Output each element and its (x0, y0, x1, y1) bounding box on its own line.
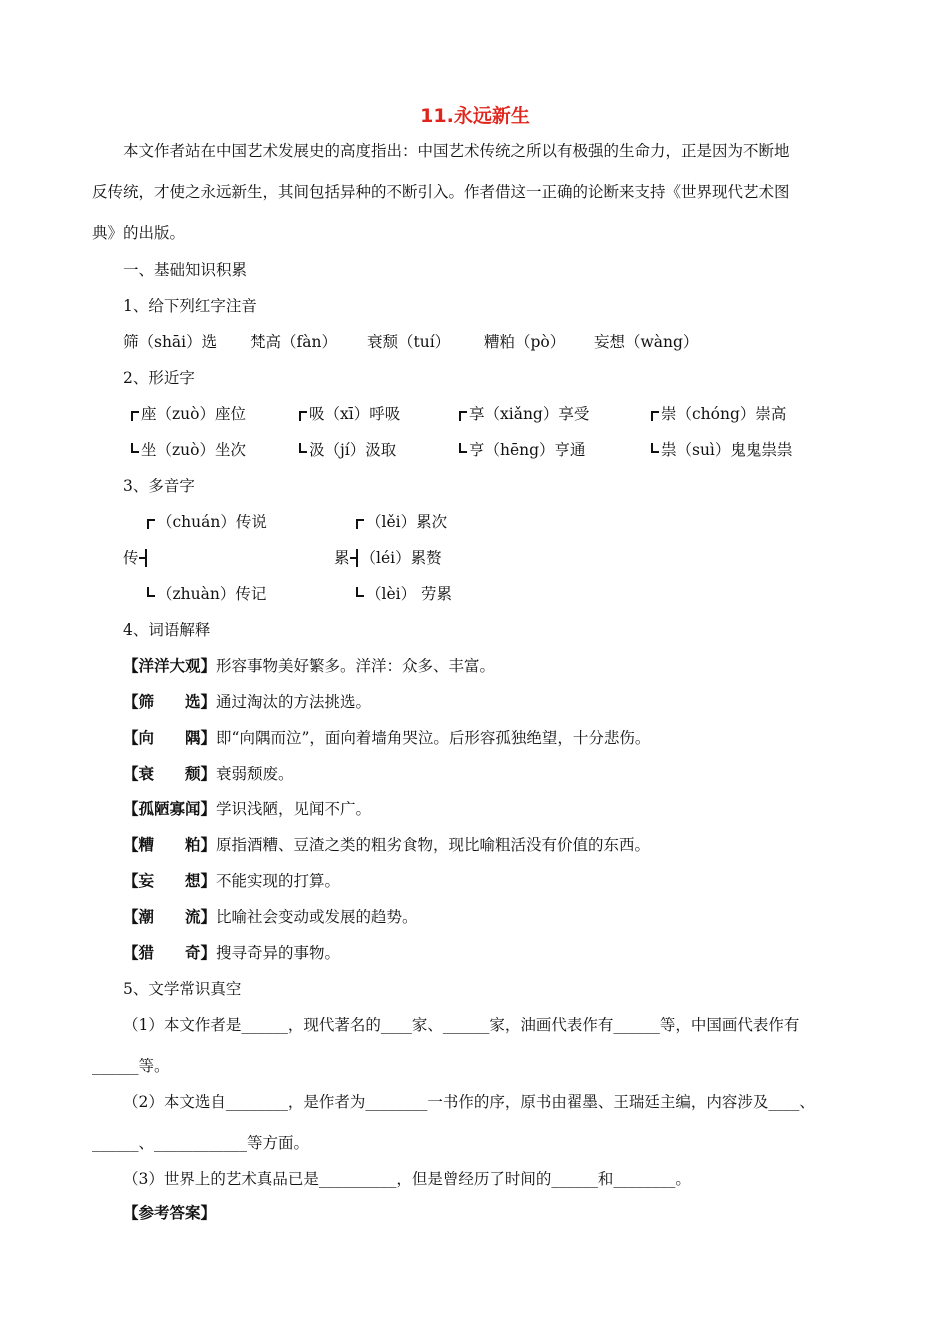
bracket-top-icon (298, 407, 307, 421)
vocab-item: 【妄 想】不能实现的打算。 (123, 871, 341, 890)
bracket-top-icon (458, 407, 467, 421)
q1-item: 梵高（fàn） (250, 333, 337, 351)
bracket-bottom-icon (458, 443, 467, 457)
q1-item: 筛（shāi）选 (123, 333, 218, 351)
bracket-top-icon (355, 515, 364, 529)
q5-line: ______等。 (92, 1057, 170, 1075)
bracket-top-icon (130, 407, 139, 421)
bracket-bottom-icon (298, 443, 307, 457)
q1-item: 妄想（wàng） (594, 333, 699, 351)
q2-top-item: 崇（chóng）崇高 (650, 402, 786, 424)
q2-heading: 2、形近字 (123, 369, 195, 387)
vocab-item: 【潮 流】比喻社会变动或发展的趋势。 (123, 907, 418, 926)
q1-item: 糟粕（pò） (484, 333, 566, 351)
bracket-top-icon (650, 407, 659, 421)
q1-heading: 1、给下列红字注音 (123, 297, 257, 315)
q3-char1-top: （chuán）传说 (146, 510, 267, 532)
bracket-bottom-icon (130, 443, 139, 457)
vocab-item: 【向 隅】即“向隅而泣”，面向着墙角哭泣。后形容孤独绝望，十分悲伤。 (123, 728, 651, 747)
q5-line: （1）本文作者是______，现代著名的____家、______家，油画代表作有______等，中国画代表作有 (123, 1016, 800, 1034)
q3-char2-mid: 累 （léi）累赘 (334, 549, 442, 567)
vocab-item: 【洋洋大观】形容事物美好繁多。洋洋：众多、丰富。 (123, 656, 496, 675)
bracket-bottom-icon (650, 443, 659, 457)
q5-line: （3）世界上的艺术真品已是__________，但是曾经历了时间的______和________。 (123, 1170, 691, 1188)
bracket-top-icon (146, 515, 155, 529)
vocab-item: 【糟 粕】原指酒糟、豆渣之类的粗劣食物，现比喻粗活没有价值的东西。 (123, 835, 651, 854)
vocab-item: 【筛 选】通过淘汰的方法挑选。 (123, 692, 372, 711)
intro-line-3: 典》的出版。 (92, 224, 186, 242)
q2-bottom-item: 亨（hēng）亨通 (458, 438, 586, 460)
q3-char1-bottom: （zhuàn）传记 (146, 582, 266, 604)
bracket-bottom-icon (146, 587, 155, 601)
q5-heading: 5、文学常识真空 (123, 980, 242, 998)
vocab-item: 【孤陋寡闻】学识浅陋，见闻不广。 (123, 799, 372, 818)
q2-bottom-item: 汲（jí）汲取 (298, 438, 396, 460)
q2-bottom-item: 坐（zuò）坐次 (130, 438, 246, 460)
q5-line: （2）本文选自________，是作者为________一书作的序，原书由翟墨、王瑞廷主编，内容涉及____、 (123, 1093, 815, 1111)
intro-line-2: 反传统，才使之永远新生，其间包括异种的不断引入。作者借这一正确的论断来支持《世界现代艺术图 (92, 183, 790, 201)
bracket-middle-icon (139, 551, 148, 565)
q3-char2-top: （lěi）累次 (355, 510, 447, 532)
q2-bottom-item: 祟（suì）鬼鬼祟祟 (650, 438, 792, 460)
bracket-bottom-icon (355, 587, 364, 601)
intro-line-1: 本文作者站在中国艺术发展史的高度指出：中国艺术传统之所以有极强的生命力，正是因为不断地 (123, 142, 790, 160)
q1-item: 衰颓（tuí） (367, 333, 451, 351)
q2-top-item: 座（zuò）座位 (130, 402, 246, 424)
vocab-item: 【猎 奇】搜寻奇异的事物。 (123, 943, 341, 962)
section-heading: 一、基础知识积累 (123, 261, 248, 279)
q2-top-item: 吸（xī）呼吸 (298, 402, 400, 424)
bracket-middle-icon (350, 551, 359, 565)
q5-line: ______、____________等方面。 (92, 1134, 310, 1152)
page-title: 11.永远新生 (420, 105, 530, 127)
q2-top-item: 享（xiǎng）享受 (458, 402, 589, 424)
q4-heading: 4、词语解释 (123, 621, 211, 639)
answer-heading: 【参考答案】 (123, 1203, 217, 1222)
q3-char1: 传 (123, 546, 150, 568)
q3-heading: 3、多音字 (123, 477, 195, 495)
vocab-item: 【衰 颓】衰弱颓废。 (123, 764, 294, 783)
q3-char2-bottom: （lèi） 劳累 (355, 582, 452, 604)
